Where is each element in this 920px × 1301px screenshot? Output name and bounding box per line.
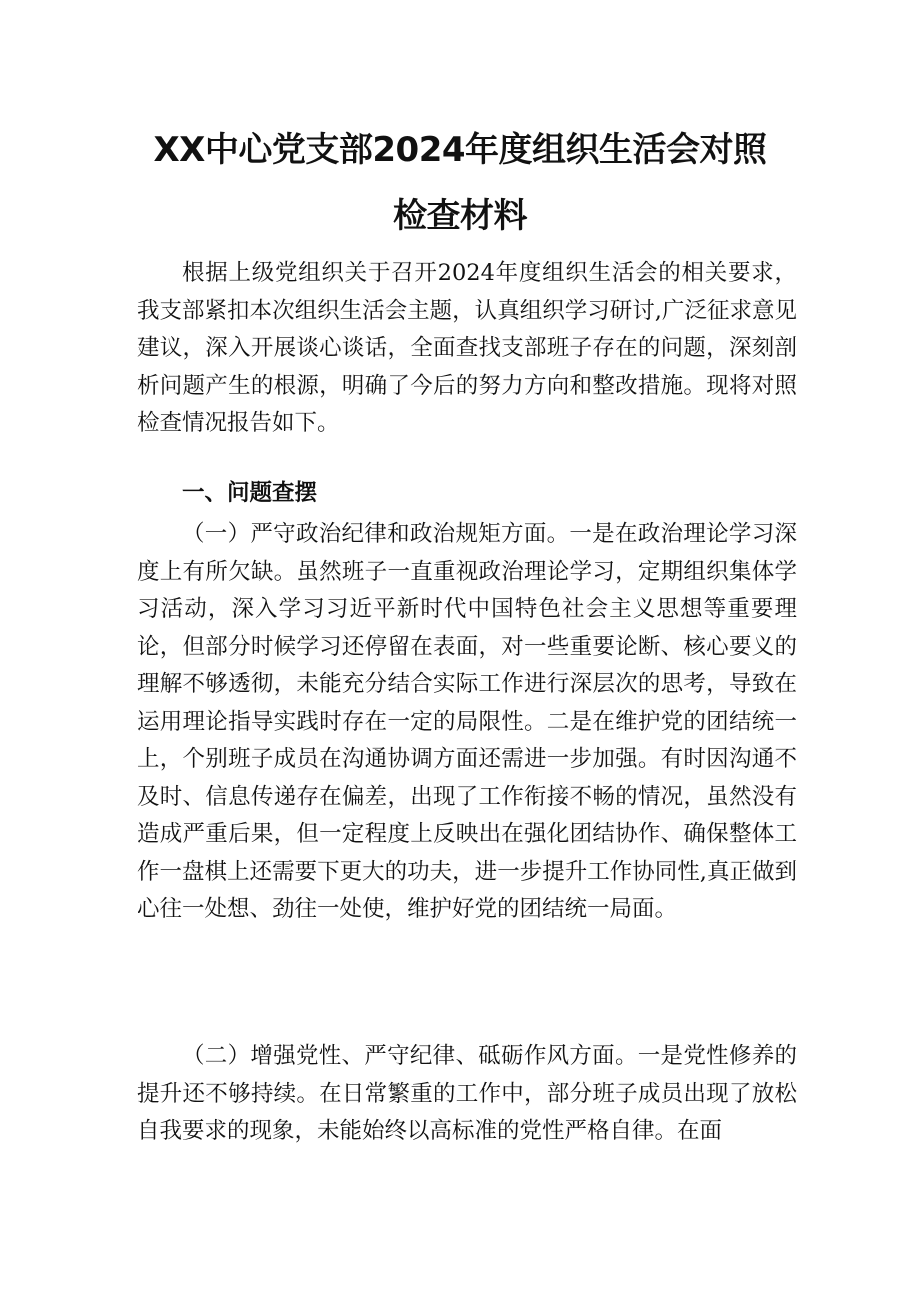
document-title-line-1: XX中心党支部2024年度组织生活会对照 <box>153 130 767 170</box>
paragraph-political-discipline: （一）严守政治纪律和政治规矩方面。一是在政治理论学习深度上有所欠缺。虽然班子一直重视政治理论学习，定期组织集体学习活动，深入学习习近平新时代中国特色社会主义思想等重要理论，但部分时候学习还停留在表面，对一些重要论断、核心要义的理解不够透彻，未能充分结合实际工作进行深层次的思考，导致在运用理论指导实践时存在一定的局限性。二是在维护党的团结统一上，个别班子成员在沟通协调方面还需进一步加强。有时因沟通不及时、信息传递存在偏差，出现了工作衔接不畅的情况，虽然没有造成严重后果，但一定程度上反映出在强化团结协作、确保整体工作一盘棋上还需要下更大的功夫，进一步提升工作协同性,真正做到心往一处想、劲往一处使，维护好党的团结统一局面。 <box>137 521 797 922</box>
document-title-line-2: 检查材料 <box>393 196 527 236</box>
intro-paragraph: 根据上级党组织关于召开2024年度组织生活会的相关要求，我支部紧扣本次组织生活会主题，认真组织学习研讨,广泛征求意见建议，深入开展谈心谈话，全面查找支部班子存在的问题，深刻剖析问题产生的根源，明确了今后的努力方向和整改措施。现将对照检查情况报告如下。 <box>137 260 797 436</box>
paragraph-party-spirit: （二）增强党性、严守纪律、砥砺作风方面。一是党性修养的提升还不够持续。在日常繁重的工作中，部分班子成员出现了放松自我要求的现象，未能始终以高标准的党性严格自律。在面 <box>137 1043 797 1144</box>
section-heading-problems: 一、问题查摆 <box>182 480 318 506</box>
